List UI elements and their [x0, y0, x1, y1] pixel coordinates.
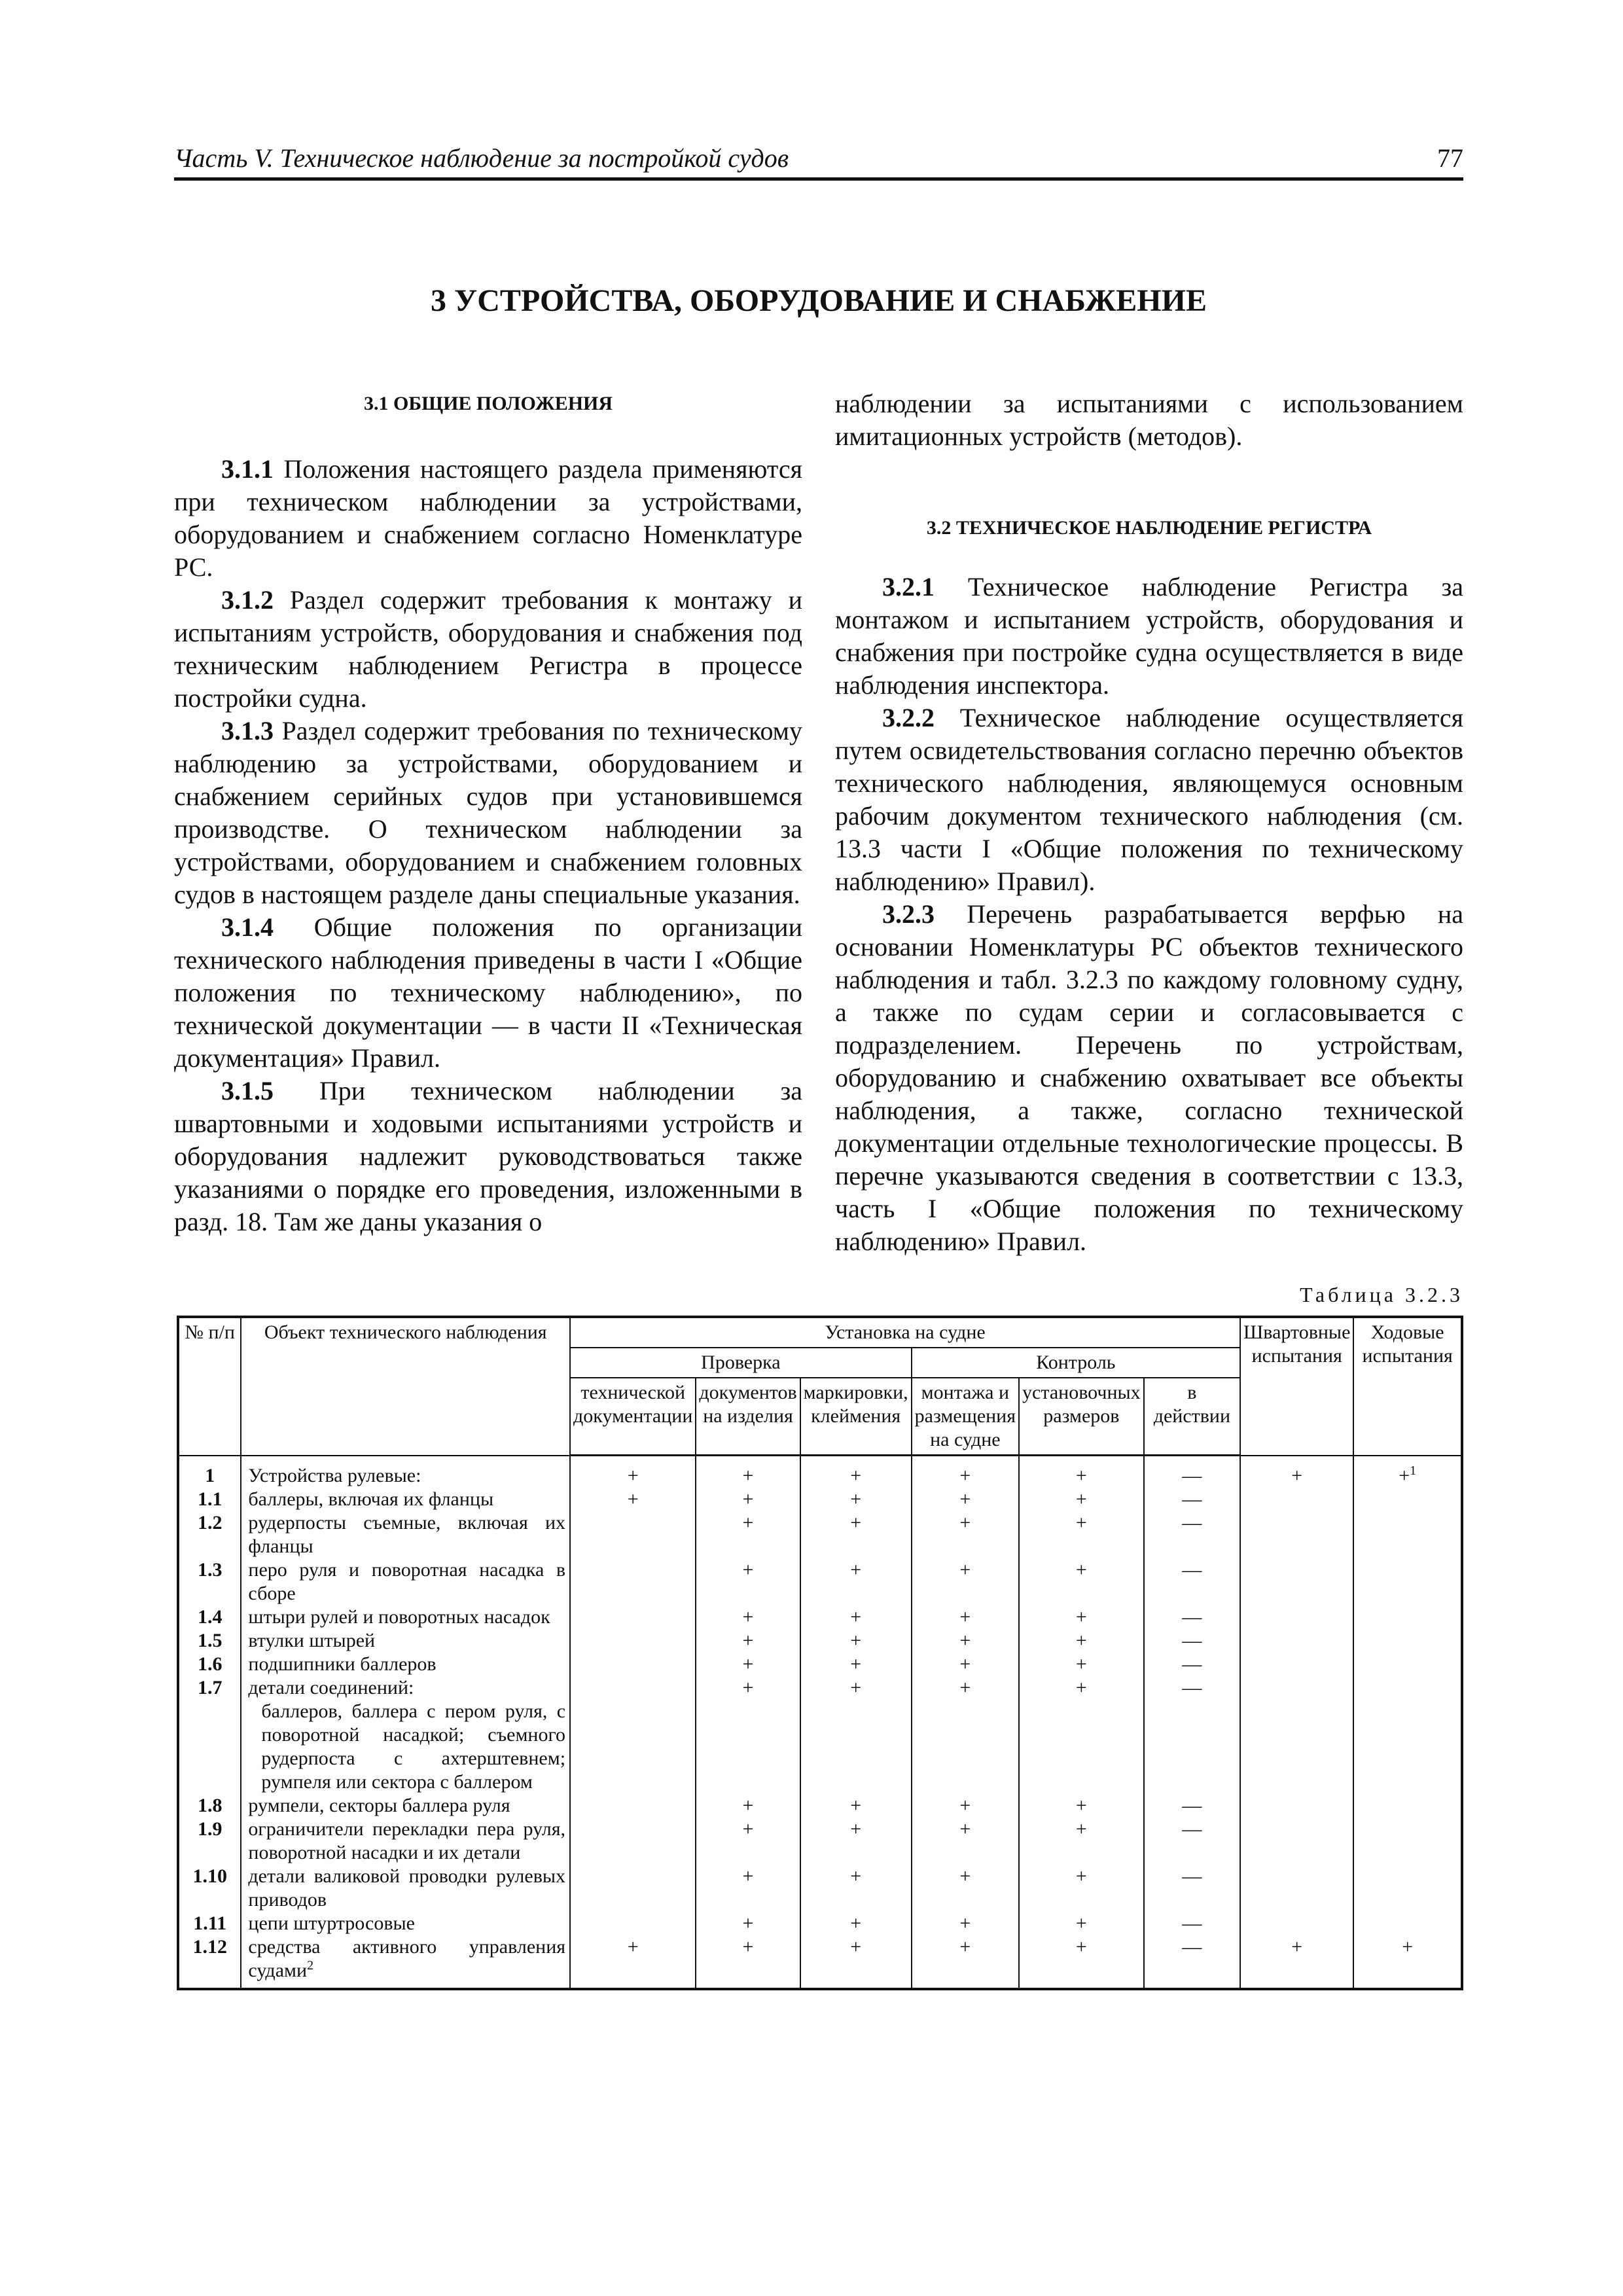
row-number: 1.12 — [178, 1935, 241, 1989]
row-number: 1.6 — [178, 1653, 241, 1676]
row-mark — [1353, 1511, 1462, 1558]
row-mark: + — [696, 1935, 800, 1989]
row-mark — [1240, 1653, 1353, 1676]
row-mark — [570, 1676, 696, 1700]
paragraph-3-2-2: 3.2.2 Техническое наблюдение осуществляется путем освидетельствования согласно перечню объектов технического наблюдения, являющемуся основным рабочим документом технического наблюдения (см. 13.3 части I «Общие положения по техническому наблюдению» Правил). — [835, 703, 1463, 896]
row-mark — [696, 1700, 800, 1794]
row-object: детали соединений: — [241, 1676, 570, 1700]
row-mark: + — [912, 1912, 1019, 1935]
row-mark: + — [1019, 1511, 1144, 1558]
row-mark: + — [696, 1629, 800, 1653]
chapter-title: 3 УСТРОЙСТВА, ОБОРУДОВАНИЕ И СНАБЖЕНИЕ — [431, 283, 1207, 318]
header-in-operation: в действии — [1144, 1378, 1240, 1456]
row-mark: — — [1144, 1865, 1240, 1912]
row-mark: + — [800, 1558, 912, 1605]
paragraph-3-2-1: 3.2.1 Техническое наблюдение Регистра за монтажом и испытанием устройств, оборудования и снабжения при постройке судна осуществляется в виде наблюдения инспектора. — [835, 572, 1464, 700]
table-row — [178, 1605, 1462, 1629]
row-mark: + — [1353, 1935, 1462, 1989]
row-mark: + — [912, 1794, 1019, 1818]
row-mark: — — [1144, 1456, 1240, 1488]
row-mark — [800, 1700, 912, 1794]
paragraph-3-1-5-continued: наблюдении за испытаниями с использованием имитационных устройств (методов). — [835, 389, 1463, 451]
header-object: Объект технического наблюдения — [241, 1317, 570, 1456]
running-header — [174, 141, 1463, 181]
row-mark: + — [696, 1818, 800, 1865]
table-row — [178, 1629, 1462, 1653]
row-mark — [570, 1865, 696, 1912]
row-mark: +$^1$ — [1353, 1456, 1462, 1488]
row-mark: + — [696, 1558, 800, 1605]
row-mark: — — [1144, 1912, 1240, 1935]
table-row — [178, 1511, 1462, 1558]
header-number: № п/п — [178, 1317, 241, 1456]
inspection-table — [177, 1316, 1463, 1990]
row-mark — [570, 1794, 696, 1818]
row-mark — [1353, 1558, 1462, 1605]
row-mark — [1240, 1912, 1353, 1935]
paragraph-3-1-4: 3.1.4 Общие положения по организации технического наблюдения приведены в части I «Общие положения по техническому наблюдению», по технической документации — в части II «Техническая документация» Правил. — [174, 912, 802, 1073]
row-number: 1.3 — [178, 1558, 241, 1605]
row-mark: + — [800, 1676, 912, 1700]
row-mark: + — [912, 1676, 1019, 1700]
row-mark: + — [912, 1629, 1019, 1653]
row-mark: — — [1144, 1511, 1240, 1558]
paragraph-3-1-5: 3.1.5 При техническом наблюдении за швартовными и ходовыми испытаниями устройств и оборудования надлежит руководствоваться также указаниями о порядке его проведения, изложенными в разд. 18. Там же даны указания о — [174, 1076, 803, 1236]
row-mark: + — [1019, 1629, 1144, 1653]
row-mark: + — [912, 1488, 1019, 1511]
row-mark — [1353, 1794, 1462, 1818]
row-mark: + — [800, 1865, 912, 1912]
row-mark — [1353, 1488, 1462, 1511]
row-mark: + — [800, 1935, 912, 1989]
row-mark — [1353, 1912, 1462, 1935]
row-mark: — — [1144, 1653, 1240, 1676]
row-mark: — — [1144, 1558, 1240, 1605]
header-installation: монтажа и размещения на судне — [912, 1378, 1019, 1456]
left-column — [174, 387, 802, 1238]
row-mark — [570, 1629, 696, 1653]
row-number: 1 — [178, 1456, 241, 1488]
row-mark: + — [1019, 1558, 1144, 1605]
header-setting-dims: установочных размеров — [1019, 1378, 1144, 1456]
footnote-marker: 2 — [307, 1958, 314, 1973]
row-mark: — — [1144, 1935, 1240, 1989]
row-mark: + — [800, 1818, 912, 1865]
paragraph-3-1-3: 3.1.3 Раздел содержит требования по техническому наблюдению за устройствами, оборудованием и снабжением серийных судов при установившемся производстве. О техническом наблюдении за устройствами, оборудованием и снабжением головных судов в настоящем разделе даны специальные указания. — [174, 716, 802, 909]
row-object: баллеры, включая их фланцы — [241, 1488, 570, 1511]
row-number: 1.8 — [178, 1794, 241, 1818]
row-mark — [570, 1700, 696, 1794]
row-mark: + — [800, 1511, 912, 1558]
row-mark — [570, 1653, 696, 1676]
table-row — [178, 1818, 1462, 1865]
row-mark: + — [912, 1511, 1019, 1558]
row-mark: + — [1019, 1794, 1144, 1818]
row-number: 1.2 — [178, 1511, 241, 1558]
table-row — [178, 1700, 1462, 1794]
row-mark — [1240, 1700, 1353, 1794]
row-object: ограничители перекладки пера руля, поворотной насадки и их детали — [241, 1818, 570, 1865]
row-mark: + — [800, 1653, 912, 1676]
row-mark: + — [696, 1912, 800, 1935]
row-mark — [1144, 1700, 1240, 1794]
row-number: 1.1 — [178, 1488, 241, 1511]
row-mark: — — [1144, 1629, 1240, 1653]
header-check: Проверка — [570, 1348, 912, 1378]
paragraph-3-1-2: 3.1.2 Раздел содержит требования к монтажу и испытаниям устройств, оборудования и снабжения под техническим наблюдением Регистра в процессе постройки судна. — [174, 585, 802, 713]
row-mark — [570, 1818, 696, 1865]
row-object: Устройства рулевые: — [241, 1456, 570, 1488]
row-mark: + — [696, 1794, 800, 1818]
header-control: Контроль — [912, 1348, 1240, 1378]
row-mark: + — [696, 1676, 800, 1700]
row-mark: + — [912, 1653, 1019, 1676]
row-mark: + — [1019, 1818, 1144, 1865]
row-mark — [912, 1700, 1019, 1794]
table-row — [178, 1676, 1462, 1700]
table-row — [178, 1865, 1462, 1912]
row-mark: + — [696, 1511, 800, 1558]
table-row — [178, 1912, 1462, 1935]
row-number: 1.7 — [178, 1676, 241, 1700]
section-3-1-heading: 3.1 ОБЩИЕ ПОЛОЖЕНИЯ — [363, 393, 613, 414]
row-mark — [1240, 1794, 1353, 1818]
row-mark: — — [1144, 1605, 1240, 1629]
row-number: 1.9 — [178, 1818, 241, 1865]
row-number — [178, 1700, 241, 1794]
header-marking: маркировки, клеймения — [800, 1378, 912, 1456]
table-label: Таблица 3.2.3 — [1300, 1283, 1463, 1306]
row-mark — [1240, 1676, 1353, 1700]
table-row — [178, 1488, 1462, 1511]
table-row — [178, 1558, 1462, 1605]
row-mark: + — [1019, 1935, 1144, 1989]
row-mark: + — [696, 1488, 800, 1511]
row-mark — [1240, 1629, 1353, 1653]
row-mark: + — [912, 1456, 1019, 1488]
row-number: 1.11 — [178, 1912, 241, 1935]
row-mark — [1240, 1511, 1353, 1558]
footnote-marker: 1 — [1410, 1463, 1417, 1478]
row-mark: + — [912, 1818, 1019, 1865]
row-mark: + — [800, 1912, 912, 1935]
row-mark: + — [1240, 1935, 1353, 1989]
row-mark — [1353, 1818, 1462, 1865]
row-object: румпели, секторы баллера руля — [241, 1794, 570, 1818]
row-mark: — — [1144, 1488, 1240, 1511]
row-mark — [570, 1511, 696, 1558]
row-object: рудерпосты съемные, включая их фланцы — [241, 1511, 570, 1558]
paragraph-3-1-1: 3.1.1 Положения настоящего раздела применяются при техническом наблюдении за устройствами, оборудованием и снабжением согласно Номенклатуре РС. — [174, 454, 802, 582]
row-mark: + — [1019, 1865, 1144, 1912]
row-mark: + — [800, 1629, 912, 1653]
row-mark — [1240, 1605, 1353, 1629]
row-mark: + — [912, 1605, 1019, 1629]
row-mark: + — [570, 1935, 696, 1989]
row-mark: + — [912, 1935, 1019, 1989]
row-object: средства активного управления судами$^2$ — [241, 1935, 570, 1989]
row-mark: + — [696, 1605, 800, 1629]
row-mark — [1353, 1676, 1462, 1700]
row-mark: + — [1019, 1456, 1144, 1488]
table-row — [178, 1794, 1462, 1818]
header-install: Установка на судне — [570, 1317, 1240, 1348]
header-tech-docs: технической документации — [570, 1378, 696, 1456]
header-sea-trials: Ходовые испытания — [1353, 1317, 1462, 1456]
table-row — [178, 1935, 1462, 1989]
row-mark: — — [1144, 1794, 1240, 1818]
table-row — [178, 1653, 1462, 1676]
row-mark: + — [912, 1865, 1019, 1912]
row-mark: + — [1019, 1605, 1144, 1629]
row-object: втулки штырей — [241, 1629, 570, 1653]
row-mark: + — [800, 1794, 912, 1818]
row-mark — [1240, 1818, 1353, 1865]
row-object: подшипники баллеров — [241, 1653, 570, 1676]
row-object: детали валиковой проводки рулевых приводов — [241, 1865, 570, 1912]
row-object: цепи штуртросовые — [241, 1912, 570, 1935]
row-number: 1.4 — [178, 1605, 241, 1629]
row-mark: + — [912, 1558, 1019, 1605]
row-mark — [1240, 1865, 1353, 1912]
right-column — [835, 387, 1463, 1258]
row-mark — [1240, 1558, 1353, 1605]
table-body — [178, 1456, 1462, 1990]
row-mark — [1019, 1700, 1144, 1794]
row-mark: + — [1019, 1653, 1144, 1676]
row-object: перо руля и поворотная насадка в сборе — [241, 1558, 570, 1605]
row-mark: — — [1144, 1818, 1240, 1865]
row-mark: + — [800, 1605, 912, 1629]
row-mark: — — [1144, 1676, 1240, 1700]
running-header-title: Часть V. Техническое наблюдение за постройкой судов — [174, 143, 789, 173]
header-product-docs: документов на изделия — [696, 1378, 800, 1456]
row-mark: + — [696, 1653, 800, 1676]
row-mark: + — [570, 1456, 696, 1488]
row-mark: + — [696, 1456, 800, 1488]
page-number: 77 — [1437, 143, 1463, 173]
row-object: штыри рулей и поворотных насадок — [241, 1605, 570, 1629]
row-mark: + — [1019, 1488, 1144, 1511]
row-mark — [1353, 1653, 1462, 1676]
row-mark — [1353, 1629, 1462, 1653]
paragraph-3-2-3: 3.2.3 Перечень разрабатывается верфью на основании Номенклатуры РС объектов технического наблюдения и табл. 3.2.3 по каждому головному судну, а также по судам серии и согласовывается с подразделением. Перечень по устройствам, оборудованию и снабжению охватывает все объекты наблюдения, а также, согласно технической документации отдельные технологические процессы. В перечне указываются сведения в соответствии с 13.3, часть I «Общие положения по техническому наблюдению» Правил. — [835, 899, 1463, 1256]
row-mark: + — [1019, 1912, 1144, 1935]
row-mark — [1353, 1865, 1462, 1912]
row-mark: + — [696, 1865, 800, 1912]
section-3-2-heading: 3.2 ТЕХНИЧЕСКОЕ НАБЛЮДЕНИЕ РЕГИСТРА — [926, 517, 1372, 539]
row-mark: + — [800, 1488, 912, 1511]
row-number: 1.5 — [178, 1629, 241, 1653]
header-mooring-tests: Швартовные испытания — [1240, 1317, 1353, 1456]
row-mark: + — [800, 1456, 912, 1488]
row-object: баллеров, баллера с пером руля, с поворотной насадкой; съемного рудерпоста с ахтерштевнем; румпеля или сектора с баллером — [241, 1700, 570, 1794]
row-mark — [1353, 1605, 1462, 1629]
row-mark — [570, 1605, 696, 1629]
row-mark: + — [1240, 1456, 1353, 1488]
row-mark — [1240, 1488, 1353, 1511]
table-row — [178, 1456, 1462, 1488]
row-mark: + — [1019, 1676, 1144, 1700]
row-number: 1.10 — [178, 1865, 241, 1912]
row-mark — [570, 1558, 696, 1605]
row-mark — [1353, 1700, 1462, 1794]
row-mark — [570, 1912, 696, 1935]
row-mark: + — [570, 1488, 696, 1511]
